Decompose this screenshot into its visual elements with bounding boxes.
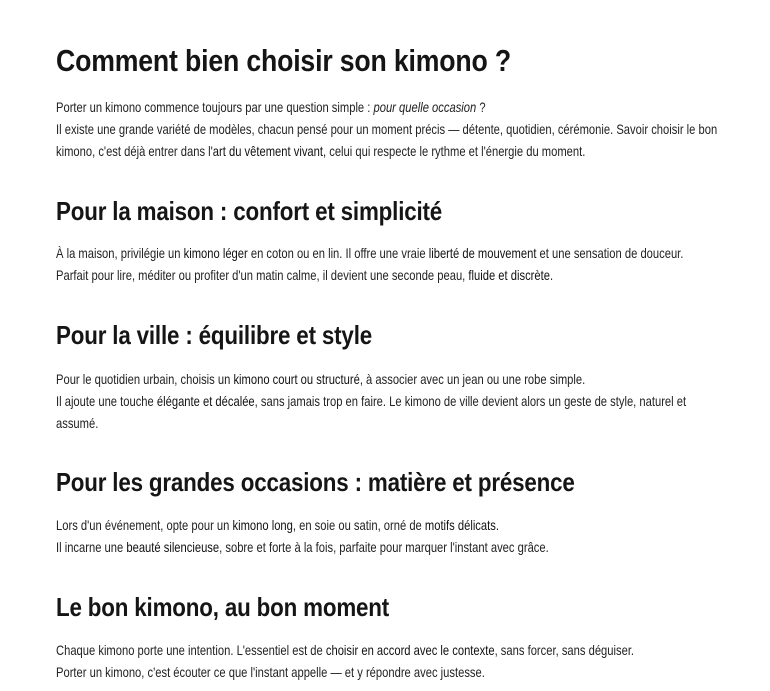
highlight: élégante et décalée	[156, 393, 255, 409]
section-heading-bon-moment: Le bon kimono, au bon moment	[56, 592, 390, 622]
text: Parfait pour lire, méditer ou profiter d'un matin calme, il devient une seconde peau,	[56, 267, 469, 283]
text: .	[549, 267, 554, 283]
highlight: fluide et discrète	[468, 267, 550, 283]
highlight: motifs délicats	[424, 517, 496, 533]
text: et une sensation de douceur.	[536, 245, 684, 261]
text: .	[495, 517, 499, 533]
highlight: kimono court ou structuré	[233, 371, 360, 387]
text: , sobre et forte à la fois, parfaite pour marquer l'instant avec grâce.	[219, 539, 549, 555]
section-paragraph-occasions	[56, 514, 664, 558]
text: , celui qui respecte le rythme et l'énergie du moment.	[323, 143, 586, 159]
text: Il incarne une	[56, 539, 127, 555]
section-paragraph-bon-moment	[56, 639, 664, 683]
section-heading-maison: Pour la maison : confort et simplicité	[56, 196, 443, 226]
highlight: kimono léger	[183, 245, 248, 261]
paragraph-line: Porter un kimono, c'est écouter ce que l'instant appelle — et y répondre avec justesse.	[56, 664, 485, 680]
paragraph-line	[56, 264, 664, 286]
highlight: art du vêtement vivant	[212, 143, 323, 159]
text: , sans jamais trop en faire. Le kimono de ville devient alors un geste de style, naturel et	[254, 393, 687, 409]
section-paragraph-maison	[56, 242, 684, 286]
text: ?	[476, 99, 486, 115]
text: Il ajoute une touche	[56, 393, 157, 409]
text: À la maison, privilégie un	[56, 245, 184, 261]
paragraph-line	[56, 514, 664, 536]
text: Chaque kimono porte une intention. L'essentiel est de	[56, 642, 326, 658]
page-title: Comment bien choisir son kimono ?	[56, 43, 511, 78]
intro-line-3	[56, 140, 664, 162]
paragraph-line	[56, 639, 664, 661]
emphasis: pour quelle occasion	[373, 99, 477, 115]
intro-paragraph	[56, 96, 718, 162]
paragraph-line	[56, 242, 684, 264]
paragraph-line	[56, 536, 664, 558]
highlight: choisir en accord avec le contexte	[325, 642, 495, 658]
paragraph-line	[56, 390, 687, 412]
text: Pour le quotidien urbain, choisis un	[56, 371, 234, 387]
intro-line-2: Il existe une grande variété de modèles, chacun pensé pour un moment précis — détente, quotidien, cérémonie. Savoir choisir le bon	[56, 121, 718, 137]
text: , en soie ou satin, orné de	[292, 517, 425, 533]
section-heading-ville: Pour la ville : équilibre et style	[56, 320, 372, 350]
intro-line-1	[56, 96, 664, 118]
text: kimono, c'est déjà entrer dans l'	[56, 143, 213, 159]
section-heading-occasions: Pour les grandes occasions : matière et présence	[56, 467, 575, 497]
text: Porter un kimono commence toujours par une question simple :	[56, 99, 374, 115]
section-paragraph-ville	[56, 368, 687, 434]
text: , à associer avec un jean ou une robe simple.	[359, 371, 586, 387]
highlight: beauté silencieuse	[126, 539, 220, 555]
highlight: liberté de mouvement	[428, 245, 537, 261]
paragraph-line	[56, 368, 664, 390]
text: en coton ou en lin. Il offre une vraie	[247, 245, 429, 261]
text: Lors d'un événement, opte pour un	[56, 517, 233, 533]
paragraph-line: assumé.	[56, 415, 99, 431]
highlight: kimono long	[232, 517, 293, 533]
text: , sans forcer, sans déguiser.	[494, 642, 635, 658]
